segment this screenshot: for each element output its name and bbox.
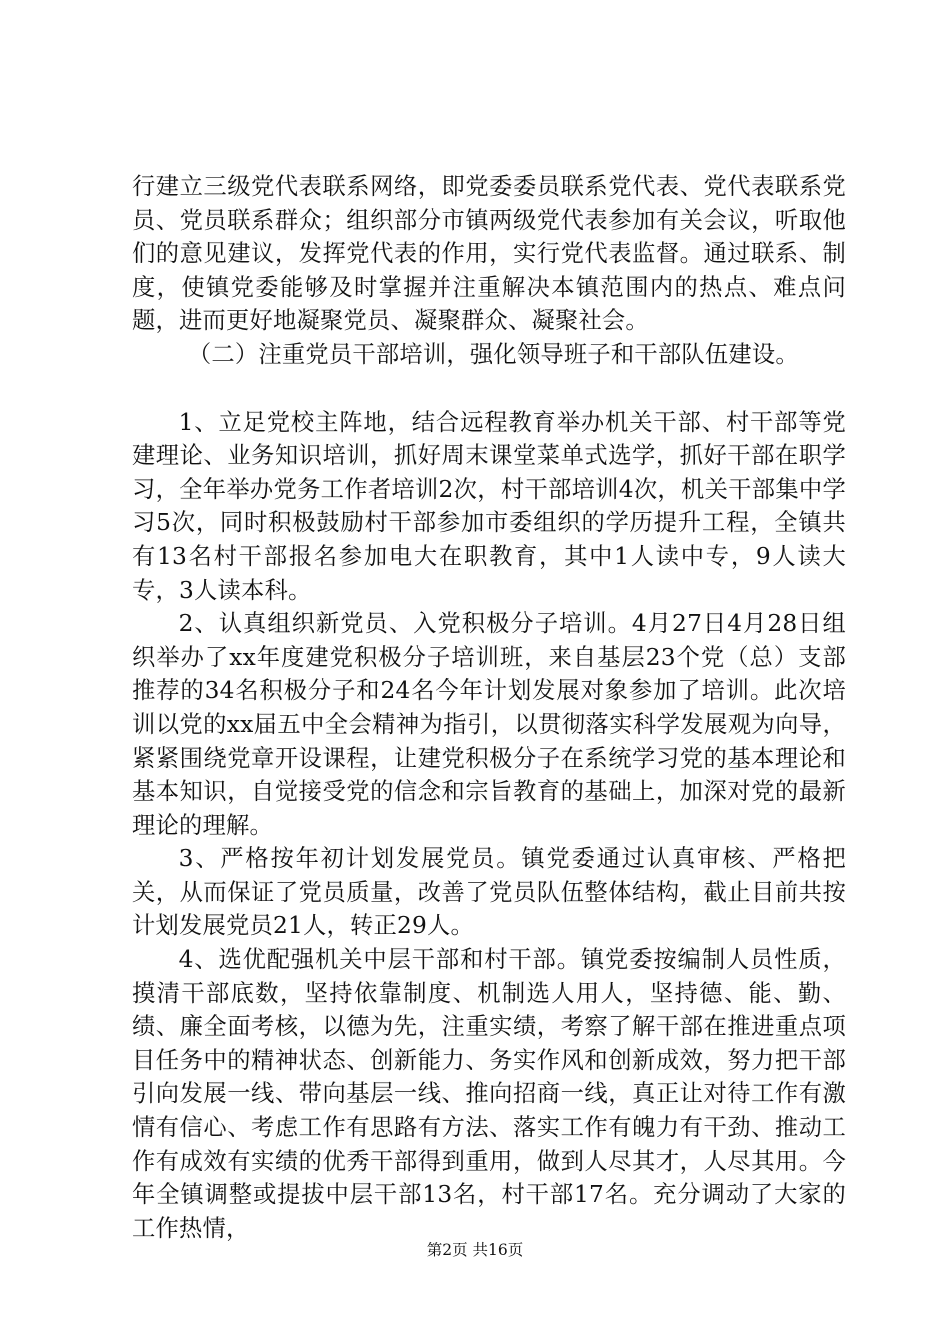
paragraph-item-2: 2、认真组织新党员、入党积极分子培训。4月27日4月28日组织举办了xx年度建党积极分子培训班，来自基层23个党（总）支部推荐的34名积极分子和24名今年计划发展对象参加了培训。此次培训以党的xx届五中全会精神为指引，以贯彻落实科学发展观为向导，紧紧围绕党章开设课程，让建党积极分子在系统学习党的基本理论和基本知识，自觉接受党的信念和宗旨教育的基础上，加深对党的最新理论的理解。	[132, 610, 846, 839]
document-body	[132, 170, 846, 1245]
page-footer	[0, 1240, 950, 1260]
section-heading: （二）注重党员干部培训，强化领导班子和干部队伍建设。	[187, 340, 799, 368]
paragraph-item-1: 1、立足党校主阵地，结合远程教育举办机关干部、村干部等党建理论、业务知识培训，抓好周末课堂菜单式选学，抓好干部在职学习，全年举办党务工作者培训2次，村干部培训4次，机关干部集中学习5次，同时积极鼓励村干部参加市委组织的学历提升工程，全镇共有13名村干部报名参加电大在职教育，其中1人读中专，9人读大专，3人读本科。	[132, 408, 846, 604]
paragraph-continuation: 行建立三级党代表联系网络，即党委委员联系党代表、党代表联系党员、党员联系群众；组织部分市镇两级党代表参加有关会议，听取他们的意见建议，发挥党代表的作用，实行党代表监督。通过联系、制度，使镇党委能够及时掌握并注重解决本镇范围内的热点、难点问题，进而更好地凝聚党员、凝聚群众、凝聚社会。	[132, 173, 846, 335]
paragraph-item-3: 3、严格按年初计划发展党员。镇党委通过认真审核、严格把关，从而保证了党员质量，改善了党员队伍整体结构，截止目前共按计划发展党员21人，转正29人。	[132, 845, 846, 940]
paragraph-item-4: 4、选优配强机关中层干部和村干部。镇党委按编制人员性质，摸清干部底数，坚持依靠制度、机制选人用人，坚持德、能、勤、绩、廉全面考核，以德为先，注重实绩，考察了解干部在推进重点项目任务中的精神状态、创新能力、务实作风和创新成效，努力把干部引向发展一线、带向基层一线、推向招商一线，真正让对待工作有激情有信心、考虑工作有思路有方法、落实工作有魄力有干劲、推动工作有成效有实绩的优秀干部得到重用，做到人尽其才，人尽其用。今年全镇调整或提拔中层干部13名，村干部17名。充分调动了大家的工作热情，	[132, 946, 846, 1242]
page-number: 第2页 共16页	[426, 1241, 524, 1259]
